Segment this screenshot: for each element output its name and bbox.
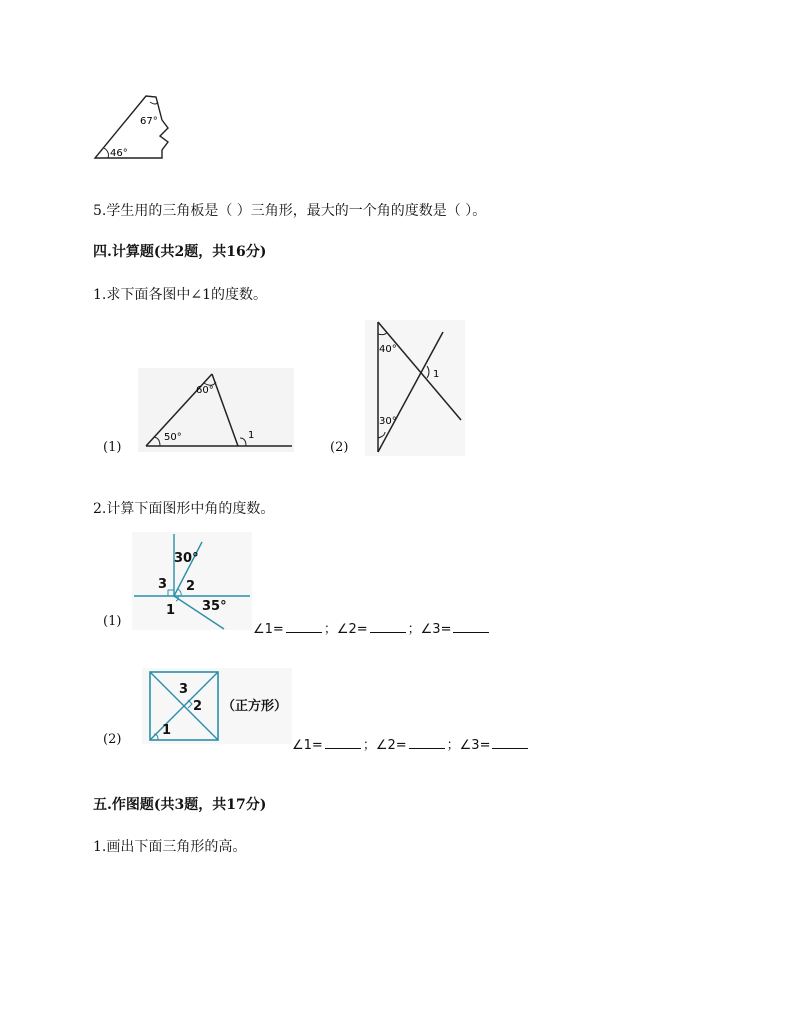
answer-1-label: ∠1= — [292, 738, 323, 753]
fig-background — [365, 320, 465, 456]
section-5-question-1: 1.画出下面三角形的高。 — [93, 839, 247, 855]
angle-30-label: 30° — [174, 551, 199, 566]
answer-2-blank[interactable] — [370, 620, 406, 633]
s4q1-fig2-lines — [365, 320, 465, 456]
answer-3-label: ；∠3= — [407, 622, 452, 637]
s4q1-fig1-triangle — [138, 368, 294, 452]
answer-2-blank[interactable] — [409, 736, 445, 749]
s4q2-fig2-label: (2) — [103, 732, 122, 747]
answer-2-label: ；∠2= — [323, 622, 368, 637]
mark-3-label: 3 — [158, 577, 168, 592]
answer-1-blank[interactable] — [286, 620, 322, 633]
angle-35-label: 35° — [202, 599, 227, 614]
square-note: （正方形） — [222, 699, 288, 714]
answer-2-label: ；∠2= — [362, 738, 407, 753]
angle-30-label: 30° — [379, 416, 397, 427]
answer-3-blank[interactable] — [492, 736, 528, 749]
s4q2-fig1-label: (1) — [103, 614, 122, 629]
arc-46 — [104, 148, 109, 158]
section-4-question-2: 2.计算下面图形中角的度数。 — [93, 501, 275, 517]
mark-1-label: 1 — [162, 723, 172, 738]
section-5-heading: 五.作图题(共3题，共17分) — [93, 797, 267, 813]
s4q1-fig2-label: (2) — [330, 440, 349, 455]
angle-1-label: 1 — [433, 369, 440, 380]
s4q1-fig1-label: (1) — [103, 440, 122, 455]
section-4-question-1: 1.求下面各图中∠1的度数。 — [93, 287, 267, 303]
angle-46-label: 46° — [110, 148, 128, 159]
s4q2-fig1-answers — [253, 618, 491, 637]
angle-50-label: 50° — [164, 432, 182, 443]
angle-60-label: 60° — [196, 385, 214, 396]
mark-2-label: 2 — [186, 579, 196, 594]
triangle-set-outline — [95, 96, 168, 158]
section-4-heading: 四.计算题(共2题，共16分) — [93, 244, 267, 260]
answer-3-blank[interactable] — [453, 620, 489, 633]
s4q2-fig1-angles — [132, 532, 252, 630]
angle-1-label: 1 — [248, 430, 255, 441]
angle-67-label: 67° — [140, 116, 158, 127]
s4q2-fig2-answers — [292, 734, 530, 753]
mark-3-label: 3 — [179, 682, 189, 697]
mark-1-label: 1 — [166, 603, 176, 618]
mark-2-label: 2 — [193, 699, 203, 714]
answer-1-blank[interactable] — [325, 736, 361, 749]
triangle-set-figure — [90, 92, 180, 164]
answer-1-label: ∠1= — [253, 622, 284, 637]
angle-40-label: 40° — [379, 344, 397, 355]
s4q2-fig2-square — [142, 668, 292, 744]
answer-3-label: ；∠3= — [446, 738, 491, 753]
fig-background — [138, 368, 294, 452]
question-5: 5.学生用的三角板是（ ）三角形，最大的一个角的度数是（ ）。 — [93, 203, 487, 219]
